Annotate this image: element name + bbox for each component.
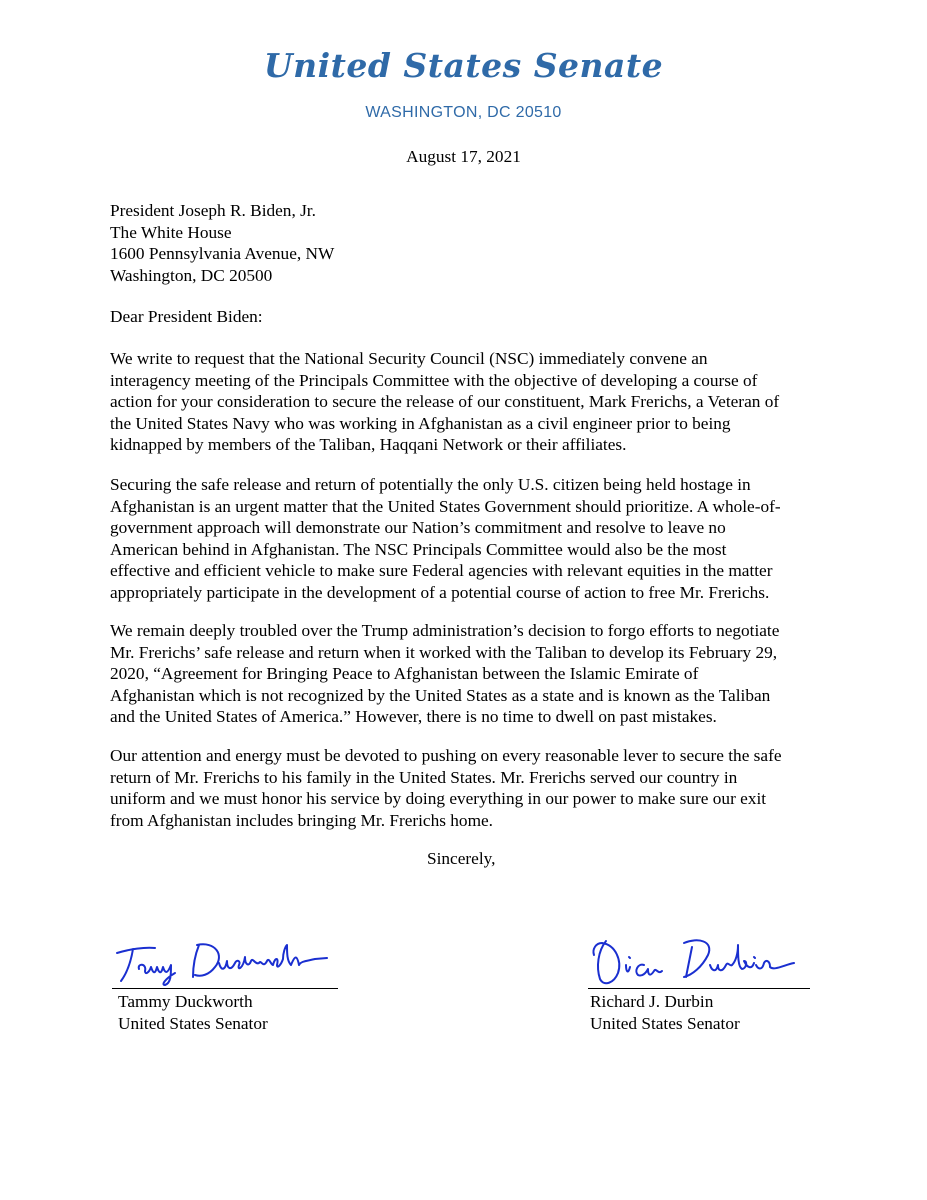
paragraph-line: action for your consideration to secure the release of our constituent, Mark Frerichs, a Veteran of	[110, 392, 780, 411]
paragraph-line: the United States Navy who was working in Afghanistan as a civil engineer prior to being	[110, 413, 731, 433]
paragraph-line: uniform and we must honor his service by doing everything in our power to make sure our exit	[110, 789, 767, 808]
signatory-title: United States Senator	[118, 1014, 268, 1033]
handwritten-signature-duckworth	[115, 935, 335, 987]
signature-durbin	[588, 935, 808, 991]
closing: Sincerely,	[427, 849, 496, 868]
paragraph-line: interagency meeting of the Principals Committee with the objective of developing a course of	[110, 370, 758, 390]
letterhead-address: WASHINGTON, DC 20510	[365, 104, 562, 121]
signature-duckworth	[115, 935, 335, 987]
paragraph-line: and the United States of America.” However, there is no time to dwell on past mistakes.	[110, 707, 717, 726]
salutation: Dear President Biden:	[110, 307, 263, 326]
paragraph-line: Securing the safe release and return of potentially the only U.S. citizen being held hostage in	[110, 475, 751, 494]
paragraph-line: Afghanistan which is not recognized by the United States as a state and is known as the Taliban	[110, 685, 771, 705]
recipient-line: The White House	[110, 222, 232, 242]
paragraph-line: Our attention and energy must be devoted to pushing on every reasonable lever to secure the safe	[110, 746, 782, 765]
recipient-line: President Joseph R. Biden, Jr.	[110, 201, 316, 220]
signatory-name: Richard J. Durbin	[590, 992, 714, 1011]
paragraph-line: We write to request that the National Security Council (NSC) immediately convene an	[110, 349, 708, 368]
paragraph-line: effective and efficient vehicle to make sure Federal agencies with relevant equities in the matter	[110, 561, 773, 580]
signatory-name: Tammy Duckworth	[118, 992, 253, 1011]
paragraph-line: 2020, “Agreement for Bringing Peace to Afghanistan between the Islamic Emirate of	[110, 664, 699, 683]
body-paragraph-1	[110, 348, 820, 456]
letter-date: August 17, 2021	[406, 147, 521, 166]
recipient-line: 1600 Pennsylvania Avenue, NW	[110, 244, 335, 263]
paragraph-line: American behind in Afghanistan. The NSC Principals Committee would also be the most	[110, 539, 727, 559]
recipient-line: Washington, DC 20500	[110, 265, 273, 285]
signature-line-left	[112, 988, 338, 989]
body-paragraph-4	[110, 745, 820, 831]
body-paragraph-3	[110, 620, 820, 728]
paragraph-line: government approach will demonstrate our Nation’s commitment and resolve to leave no	[110, 518, 726, 537]
body-paragraph-2	[110, 474, 820, 603]
signatory-title: United States Senator	[590, 1014, 740, 1033]
letterhead-title: United States Senate	[263, 46, 664, 85]
paragraph-line: We remain deeply troubled over the Trump administration’s decision to forgo efforts to negotiate	[110, 621, 780, 640]
paragraph-line: return of Mr. Frerichs to his family in the United States. Mr. Frerichs served our country in	[110, 767, 738, 787]
signature-line-right	[588, 988, 810, 989]
paragraph-line: from Afghanistan includes bringing Mr. Frerichs home.	[110, 810, 494, 830]
paragraph-line: Mr. Frerichs’ safe release and return when it worked with the Taliban to develop its February 29,	[110, 642, 778, 662]
recipient-address	[110, 200, 810, 286]
paragraph-line: appropriately participate in the development of a potential course of action to free Mr. Frerichs.	[110, 582, 770, 602]
paragraph-line: Afghanistan is an urgent matter that the United States Government should prioritize. A whole-of-	[110, 496, 781, 516]
paragraph-line: kidnapped by members of the Taliban, Haqqani Network or their affiliates.	[110, 435, 627, 454]
handwritten-signature-durbin	[588, 935, 808, 991]
